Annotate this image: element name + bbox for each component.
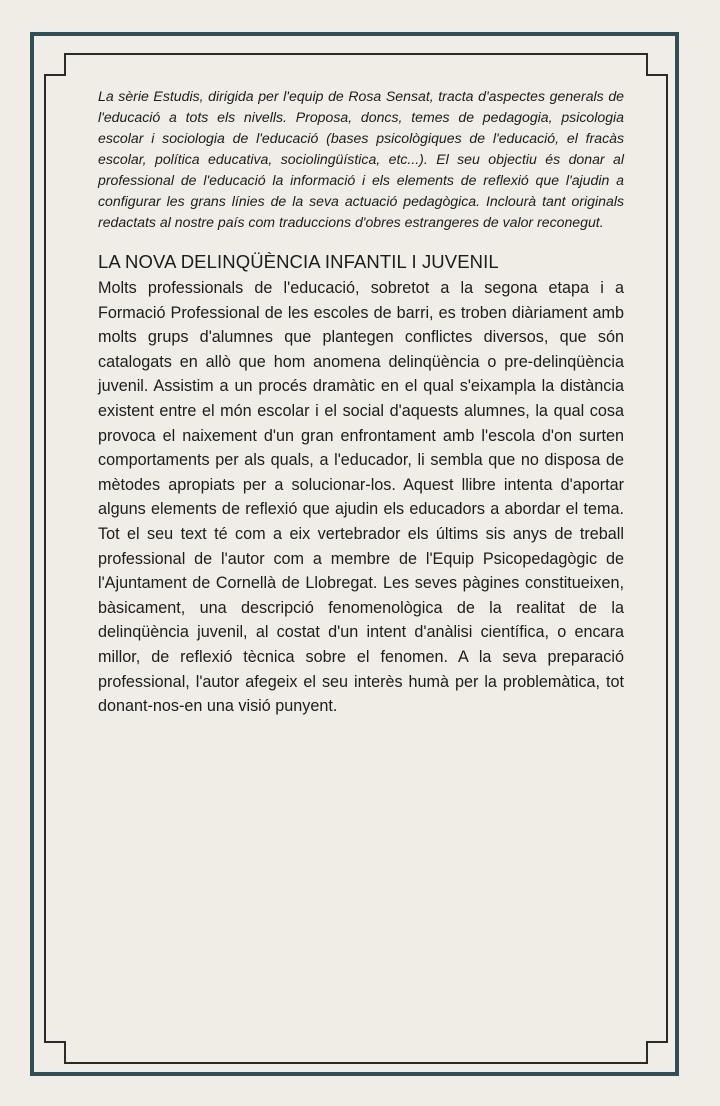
frame-line-right	[666, 74, 668, 1042]
frame-notch-top-left-v	[64, 53, 66, 75]
frame-notch-top-left-h	[44, 74, 66, 76]
frame-notch-bottom-left-v	[64, 1041, 66, 1064]
series-description: La sèrie Estudis, dirigida per l'equip de Rosa Sensat, tracta d'aspectes generals de l'educació a tots els nivells. Proposa, doncs, temes de pedagogia, psicologia escolar i sociologia de l'educació (bases psicològiques de l'educació, el fracàs escolar, política educativa, sociolingüística, etc...). El seu objectiu és donar al professional de l'educació la informació i els elements de reflexió que l'ajudin a configurar les grans línies de la seva actuació pedagògica. Inclourà tant originals redactats al nostre país com traduccions d'obres estrangeres de valor reconegut.	[98, 88, 624, 230]
book-synopsis: Molts professionals de l'educació, sobretot a la segona etapa i a Formació Professional de les escoles de barri, es troben diàriament amb molts grups d'alumnes que plantegen conflictes diversos, que són catalogats en allò que hom anomena delinqüència o pre-delinqüència juvenil. Assistim a un procés dramàtic en el qual s'eixampla la distància existent entre el món escolar i el social d'aquests alumnes, la qual cosa provoca el naixement d'un gran enfrontament amb l'escola d'on surten comportaments per als quals, a l'educador, li sembla que no disposa de mètodes apropiats per a solucionar-los. Aquest llibre intenta d'aportar alguns elements de reflexió que ajudin els educadors a abordar el tema. Tot el seu text té com a eix vertebrador els últims sis anys de treball professional de l'autor com a membre de l'Equip Psicopedagògic de l'Ajuntament de Cornellà de Llobregat. Les seves pàgines constitueixen, bàsicament, una descripció fenomenològica de la realitat de la delinqüència juvenil, al costat d'un intent d'anàlisi científica, o encara millor, de reflexió tècnica sobre el fenomen. A la seva preparació professional, l'autor afegeix el seu interès humà per la problemàtica, tot donant-nos-en una visió punyent.	[98, 279, 624, 716]
frame-notch-top-right-h	[646, 74, 668, 76]
frame-notch-bottom-left-h	[44, 1041, 66, 1043]
frame-notch-bottom-right-v	[646, 1041, 648, 1064]
frame-line-bottom	[64, 1062, 648, 1064]
frame-line-top	[64, 53, 648, 55]
frame-notch-bottom-right-h	[646, 1041, 668, 1043]
frame-line-left	[44, 74, 46, 1042]
back-cover-content	[98, 86, 624, 719]
book-title: LA NOVA DELINQÜÈNCIA INFANTIL I JUVENIL	[98, 251, 499, 272]
frame-notch-top-right-v	[646, 53, 648, 75]
